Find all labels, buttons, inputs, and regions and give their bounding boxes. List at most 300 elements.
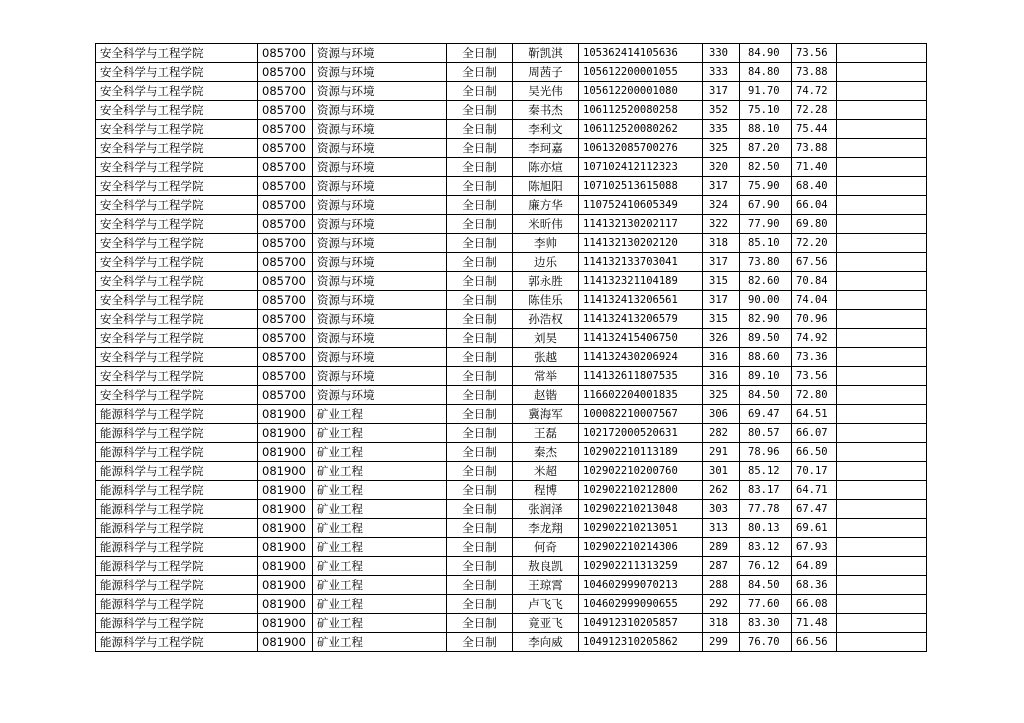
major-code-cell: 085700	[258, 329, 313, 348]
study-mode-cell: 全日制	[447, 538, 513, 557]
major-code-cell: 085700	[258, 291, 313, 310]
college-cell: 能源科学与工程学院	[96, 424, 258, 443]
major-name-cell: 资源与环境	[313, 291, 447, 310]
major-name-cell: 矿业工程	[313, 538, 447, 557]
major-code-cell: 081900	[258, 405, 313, 424]
initial-score-cell: 320	[703, 158, 740, 177]
study-mode-cell: 全日制	[447, 196, 513, 215]
exam-id-cell: 114132133703041	[579, 253, 703, 272]
empty-cell	[837, 120, 927, 139]
student-name-cell: 孙浩权	[513, 310, 579, 329]
total-score-cell: 67.93	[792, 538, 837, 557]
empty-cell	[837, 310, 927, 329]
student-name-cell: 秦书杰	[513, 101, 579, 120]
admission-score-table	[95, 43, 927, 652]
total-score-cell: 73.56	[792, 367, 837, 386]
study-mode-cell: 全日制	[447, 139, 513, 158]
college-cell: 能源科学与工程学院	[96, 633, 258, 652]
exam-id-cell: 100082210007567	[579, 405, 703, 424]
table-row	[96, 481, 927, 500]
empty-cell	[837, 348, 927, 367]
study-mode-cell: 全日制	[447, 424, 513, 443]
exam-id-cell: 102902210213051	[579, 519, 703, 538]
student-name-cell: 李向威	[513, 633, 579, 652]
college-cell: 能源科学与工程学院	[96, 557, 258, 576]
college-cell: 安全科学与工程学院	[96, 348, 258, 367]
college-cell: 安全科学与工程学院	[96, 158, 258, 177]
student-name-cell: 陈佳乐	[513, 291, 579, 310]
table-row	[96, 424, 927, 443]
retest-score-cell: 83.17	[740, 481, 792, 500]
retest-score-cell: 90.00	[740, 291, 792, 310]
initial-score-cell: 292	[703, 595, 740, 614]
initial-score-cell: 303	[703, 500, 740, 519]
major-name-cell: 资源与环境	[313, 310, 447, 329]
table-row	[96, 158, 927, 177]
table-row	[96, 462, 927, 481]
retest-score-cell: 76.12	[740, 557, 792, 576]
major-name-cell: 资源与环境	[313, 177, 447, 196]
table-row	[96, 291, 927, 310]
total-score-cell: 71.40	[792, 158, 837, 177]
retest-score-cell: 82.60	[740, 272, 792, 291]
major-name-cell: 矿业工程	[313, 500, 447, 519]
exam-id-cell: 116602204001835	[579, 386, 703, 405]
study-mode-cell: 全日制	[447, 82, 513, 101]
study-mode-cell: 全日制	[447, 633, 513, 652]
total-score-cell: 74.72	[792, 82, 837, 101]
major-code-cell: 085700	[258, 367, 313, 386]
retest-score-cell: 89.50	[740, 329, 792, 348]
major-name-cell: 矿业工程	[313, 519, 447, 538]
initial-score-cell: 313	[703, 519, 740, 538]
table-row	[96, 576, 927, 595]
total-score-cell: 71.48	[792, 614, 837, 633]
study-mode-cell: 全日制	[447, 481, 513, 500]
exam-id-cell: 114132321104189	[579, 272, 703, 291]
retest-score-cell: 83.30	[740, 614, 792, 633]
exam-id-cell: 102902210200760	[579, 462, 703, 481]
major-name-cell: 资源与环境	[313, 329, 447, 348]
college-cell: 安全科学与工程学院	[96, 177, 258, 196]
retest-score-cell: 89.10	[740, 367, 792, 386]
college-cell: 能源科学与工程学院	[96, 538, 258, 557]
retest-score-cell: 77.78	[740, 500, 792, 519]
major-name-cell: 资源与环境	[313, 158, 447, 177]
initial-score-cell: 333	[703, 63, 740, 82]
study-mode-cell: 全日制	[447, 291, 513, 310]
exam-id-cell: 102902210113189	[579, 443, 703, 462]
college-cell: 能源科学与工程学院	[96, 500, 258, 519]
table-row	[96, 557, 927, 576]
empty-cell	[837, 405, 927, 424]
college-cell: 安全科学与工程学院	[96, 329, 258, 348]
student-name-cell: 王磊	[513, 424, 579, 443]
retest-score-cell: 85.12	[740, 462, 792, 481]
study-mode-cell: 全日制	[447, 101, 513, 120]
empty-cell	[837, 272, 927, 291]
student-name-cell: 廉方华	[513, 196, 579, 215]
table-row	[96, 538, 927, 557]
initial-score-cell: 288	[703, 576, 740, 595]
student-name-cell: 陈亦煊	[513, 158, 579, 177]
major-name-cell: 矿业工程	[313, 576, 447, 595]
initial-score-cell: 317	[703, 177, 740, 196]
table-row	[96, 367, 927, 386]
exam-id-cell: 114132413206561	[579, 291, 703, 310]
study-mode-cell: 全日制	[447, 234, 513, 253]
major-code-cell: 085700	[258, 44, 313, 63]
student-name-cell: 郭永胜	[513, 272, 579, 291]
study-mode-cell: 全日制	[447, 557, 513, 576]
total-score-cell: 64.71	[792, 481, 837, 500]
major-name-cell: 矿业工程	[313, 481, 447, 500]
total-score-cell: 69.61	[792, 519, 837, 538]
college-cell: 能源科学与工程学院	[96, 405, 258, 424]
retest-score-cell: 77.60	[740, 595, 792, 614]
exam-id-cell: 106132085700276	[579, 139, 703, 158]
initial-score-cell: 306	[703, 405, 740, 424]
college-cell: 安全科学与工程学院	[96, 272, 258, 291]
major-code-cell: 081900	[258, 462, 313, 481]
major-name-cell: 资源与环境	[313, 253, 447, 272]
total-score-cell: 72.28	[792, 101, 837, 120]
initial-score-cell: 287	[703, 557, 740, 576]
empty-cell	[837, 481, 927, 500]
initial-score-cell: 317	[703, 291, 740, 310]
empty-cell	[837, 215, 927, 234]
major-code-cell: 085700	[258, 310, 313, 329]
study-mode-cell: 全日制	[447, 120, 513, 139]
initial-score-cell: 318	[703, 234, 740, 253]
major-code-cell: 085700	[258, 139, 313, 158]
empty-cell	[837, 614, 927, 633]
major-code-cell: 085700	[258, 215, 313, 234]
total-score-cell: 66.04	[792, 196, 837, 215]
student-name-cell: 李龙翔	[513, 519, 579, 538]
major-name-cell: 矿业工程	[313, 424, 447, 443]
college-cell: 能源科学与工程学院	[96, 614, 258, 633]
college-cell: 安全科学与工程学院	[96, 215, 258, 234]
initial-score-cell: 291	[703, 443, 740, 462]
college-cell: 安全科学与工程学院	[96, 82, 258, 101]
student-name-cell: 周茜子	[513, 63, 579, 82]
total-score-cell: 73.88	[792, 63, 837, 82]
major-name-cell: 资源与环境	[313, 63, 447, 82]
major-code-cell: 085700	[258, 348, 313, 367]
total-score-cell: 68.36	[792, 576, 837, 595]
student-name-cell: 李利文	[513, 120, 579, 139]
major-name-cell: 矿业工程	[313, 614, 447, 633]
major-code-cell: 081900	[258, 633, 313, 652]
college-cell: 能源科学与工程学院	[96, 443, 258, 462]
empty-cell	[837, 82, 927, 101]
exam-id-cell: 105612200001080	[579, 82, 703, 101]
major-name-cell: 资源与环境	[313, 367, 447, 386]
retest-score-cell: 77.90	[740, 215, 792, 234]
empty-cell	[837, 500, 927, 519]
table-row	[96, 120, 927, 139]
student-name-cell: 卢飞飞	[513, 595, 579, 614]
study-mode-cell: 全日制	[447, 253, 513, 272]
retest-score-cell: 83.12	[740, 538, 792, 557]
retest-score-cell: 69.47	[740, 405, 792, 424]
empty-cell	[837, 386, 927, 405]
initial-score-cell: 282	[703, 424, 740, 443]
exam-id-cell: 104912310205862	[579, 633, 703, 652]
table-row	[96, 614, 927, 633]
total-score-cell: 64.89	[792, 557, 837, 576]
retest-score-cell: 84.50	[740, 576, 792, 595]
empty-cell	[837, 557, 927, 576]
major-code-cell: 085700	[258, 82, 313, 101]
table-row	[96, 405, 927, 424]
initial-score-cell: 335	[703, 120, 740, 139]
exam-id-cell: 107102513615088	[579, 177, 703, 196]
study-mode-cell: 全日制	[447, 595, 513, 614]
student-name-cell: 靳凯淇	[513, 44, 579, 63]
initial-score-cell: 325	[703, 139, 740, 158]
major-name-cell: 矿业工程	[313, 595, 447, 614]
exam-id-cell: 114132430206924	[579, 348, 703, 367]
study-mode-cell: 全日制	[447, 462, 513, 481]
empty-cell	[837, 177, 927, 196]
initial-score-cell: 326	[703, 329, 740, 348]
major-code-cell: 085700	[258, 234, 313, 253]
major-code-cell: 081900	[258, 595, 313, 614]
exam-id-cell: 102902210212800	[579, 481, 703, 500]
table-row	[96, 44, 927, 63]
initial-score-cell: 325	[703, 386, 740, 405]
retest-score-cell: 85.10	[740, 234, 792, 253]
table-row	[96, 595, 927, 614]
college-cell: 安全科学与工程学院	[96, 139, 258, 158]
total-score-cell: 69.80	[792, 215, 837, 234]
study-mode-cell: 全日制	[447, 405, 513, 424]
major-code-cell: 085700	[258, 386, 313, 405]
student-name-cell: 李帅	[513, 234, 579, 253]
major-code-cell: 081900	[258, 443, 313, 462]
retest-score-cell: 75.90	[740, 177, 792, 196]
college-cell: 安全科学与工程学院	[96, 44, 258, 63]
student-name-cell: 竟亚飞	[513, 614, 579, 633]
table-row	[96, 386, 927, 405]
table-row	[96, 633, 927, 652]
college-cell: 安全科学与工程学院	[96, 120, 258, 139]
table-row	[96, 196, 927, 215]
major-code-cell: 085700	[258, 272, 313, 291]
empty-cell	[837, 329, 927, 348]
major-name-cell: 资源与环境	[313, 101, 447, 120]
study-mode-cell: 全日制	[447, 348, 513, 367]
total-score-cell: 70.96	[792, 310, 837, 329]
retest-score-cell: 84.80	[740, 63, 792, 82]
empty-cell	[837, 367, 927, 386]
exam-id-cell: 114132415406750	[579, 329, 703, 348]
empty-cell	[837, 424, 927, 443]
table-row	[96, 500, 927, 519]
initial-score-cell: 317	[703, 82, 740, 101]
major-name-cell: 资源与环境	[313, 215, 447, 234]
total-score-cell: 73.36	[792, 348, 837, 367]
exam-id-cell: 102902210214306	[579, 538, 703, 557]
initial-score-cell: 315	[703, 310, 740, 329]
college-cell: 能源科学与工程学院	[96, 576, 258, 595]
student-name-cell: 王琼霄	[513, 576, 579, 595]
college-cell: 安全科学与工程学院	[96, 253, 258, 272]
retest-score-cell: 75.10	[740, 101, 792, 120]
major-name-cell: 矿业工程	[313, 405, 447, 424]
student-name-cell: 米昕伟	[513, 215, 579, 234]
major-code-cell: 081900	[258, 519, 313, 538]
major-name-cell: 矿业工程	[313, 633, 447, 652]
major-name-cell: 矿业工程	[313, 557, 447, 576]
initial-score-cell: 262	[703, 481, 740, 500]
college-cell: 能源科学与工程学院	[96, 519, 258, 538]
student-name-cell: 陈旭阳	[513, 177, 579, 196]
retest-score-cell: 67.90	[740, 196, 792, 215]
student-name-cell: 秦杰	[513, 443, 579, 462]
major-code-cell: 085700	[258, 177, 313, 196]
total-score-cell: 67.56	[792, 253, 837, 272]
initial-score-cell: 299	[703, 633, 740, 652]
initial-score-cell: 318	[703, 614, 740, 633]
retest-score-cell: 73.80	[740, 253, 792, 272]
exam-id-cell: 114132130202117	[579, 215, 703, 234]
major-code-cell: 081900	[258, 500, 313, 519]
study-mode-cell: 全日制	[447, 367, 513, 386]
study-mode-cell: 全日制	[447, 177, 513, 196]
student-name-cell: 刘昊	[513, 329, 579, 348]
exam-id-cell: 104602999090655	[579, 595, 703, 614]
total-score-cell: 66.56	[792, 633, 837, 652]
total-score-cell: 70.17	[792, 462, 837, 481]
student-name-cell: 李珂嘉	[513, 139, 579, 158]
college-cell: 能源科学与工程学院	[96, 462, 258, 481]
retest-score-cell: 80.13	[740, 519, 792, 538]
major-name-cell: 资源与环境	[313, 82, 447, 101]
major-name-cell: 资源与环境	[313, 44, 447, 63]
retest-score-cell: 87.20	[740, 139, 792, 158]
table-row	[96, 215, 927, 234]
exam-id-cell: 102902211313259	[579, 557, 703, 576]
initial-score-cell: 316	[703, 348, 740, 367]
total-score-cell: 72.20	[792, 234, 837, 253]
total-score-cell: 67.47	[792, 500, 837, 519]
initial-score-cell: 330	[703, 44, 740, 63]
exam-id-cell: 106112520080258	[579, 101, 703, 120]
study-mode-cell: 全日制	[447, 443, 513, 462]
study-mode-cell: 全日制	[447, 310, 513, 329]
student-name-cell: 张越	[513, 348, 579, 367]
major-code-cell: 081900	[258, 614, 313, 633]
student-name-cell: 程博	[513, 481, 579, 500]
total-score-cell: 74.92	[792, 329, 837, 348]
empty-cell	[837, 234, 927, 253]
table-row	[96, 272, 927, 291]
exam-id-cell: 104602999070213	[579, 576, 703, 595]
retest-score-cell: 78.96	[740, 443, 792, 462]
empty-cell	[837, 196, 927, 215]
retest-score-cell: 80.57	[740, 424, 792, 443]
empty-cell	[837, 462, 927, 481]
major-code-cell: 085700	[258, 196, 313, 215]
total-score-cell: 68.40	[792, 177, 837, 196]
major-code-cell: 085700	[258, 120, 313, 139]
major-code-cell: 081900	[258, 424, 313, 443]
total-score-cell: 66.07	[792, 424, 837, 443]
empty-cell	[837, 538, 927, 557]
college-cell: 安全科学与工程学院	[96, 101, 258, 120]
table-row	[96, 63, 927, 82]
empty-cell	[837, 253, 927, 272]
study-mode-cell: 全日制	[447, 386, 513, 405]
retest-score-cell: 84.90	[740, 44, 792, 63]
student-name-cell: 常举	[513, 367, 579, 386]
empty-cell	[837, 63, 927, 82]
empty-cell	[837, 595, 927, 614]
initial-score-cell: 315	[703, 272, 740, 291]
study-mode-cell: 全日制	[447, 272, 513, 291]
exam-id-cell: 104912310205857	[579, 614, 703, 633]
empty-cell	[837, 291, 927, 310]
initial-score-cell: 322	[703, 215, 740, 234]
empty-cell	[837, 576, 927, 595]
initial-score-cell: 324	[703, 196, 740, 215]
table-row	[96, 253, 927, 272]
exam-id-cell: 114132611807535	[579, 367, 703, 386]
empty-cell	[837, 101, 927, 120]
empty-cell	[837, 633, 927, 652]
college-cell: 安全科学与工程学院	[96, 63, 258, 82]
student-name-cell: 赵锴	[513, 386, 579, 405]
study-mode-cell: 全日制	[447, 519, 513, 538]
total-score-cell: 75.44	[792, 120, 837, 139]
major-code-cell: 081900	[258, 538, 313, 557]
initial-score-cell: 317	[703, 253, 740, 272]
study-mode-cell: 全日制	[447, 63, 513, 82]
college-cell: 安全科学与工程学院	[96, 310, 258, 329]
college-cell: 安全科学与工程学院	[96, 367, 258, 386]
major-name-cell: 资源与环境	[313, 234, 447, 253]
major-name-cell: 矿业工程	[313, 443, 447, 462]
table-row	[96, 443, 927, 462]
study-mode-cell: 全日制	[447, 215, 513, 234]
exam-id-cell: 114132413206579	[579, 310, 703, 329]
study-mode-cell: 全日制	[447, 158, 513, 177]
exam-id-cell: 107102412112323	[579, 158, 703, 177]
study-mode-cell: 全日制	[447, 500, 513, 519]
student-name-cell: 张润泽	[513, 500, 579, 519]
table-body	[96, 44, 927, 652]
major-code-cell: 085700	[258, 63, 313, 82]
exam-id-cell: 105612200001055	[579, 63, 703, 82]
college-cell: 能源科学与工程学院	[96, 481, 258, 500]
exam-id-cell: 102172000520631	[579, 424, 703, 443]
retest-score-cell: 88.10	[740, 120, 792, 139]
table-row	[96, 310, 927, 329]
initial-score-cell: 289	[703, 538, 740, 557]
student-name-cell: 敖良凯	[513, 557, 579, 576]
total-score-cell: 66.08	[792, 595, 837, 614]
initial-score-cell: 352	[703, 101, 740, 120]
total-score-cell: 64.51	[792, 405, 837, 424]
exam-id-cell: 114132130202120	[579, 234, 703, 253]
retest-score-cell: 91.70	[740, 82, 792, 101]
table-row	[96, 101, 927, 120]
major-name-cell: 资源与环境	[313, 139, 447, 158]
retest-score-cell: 76.70	[740, 633, 792, 652]
